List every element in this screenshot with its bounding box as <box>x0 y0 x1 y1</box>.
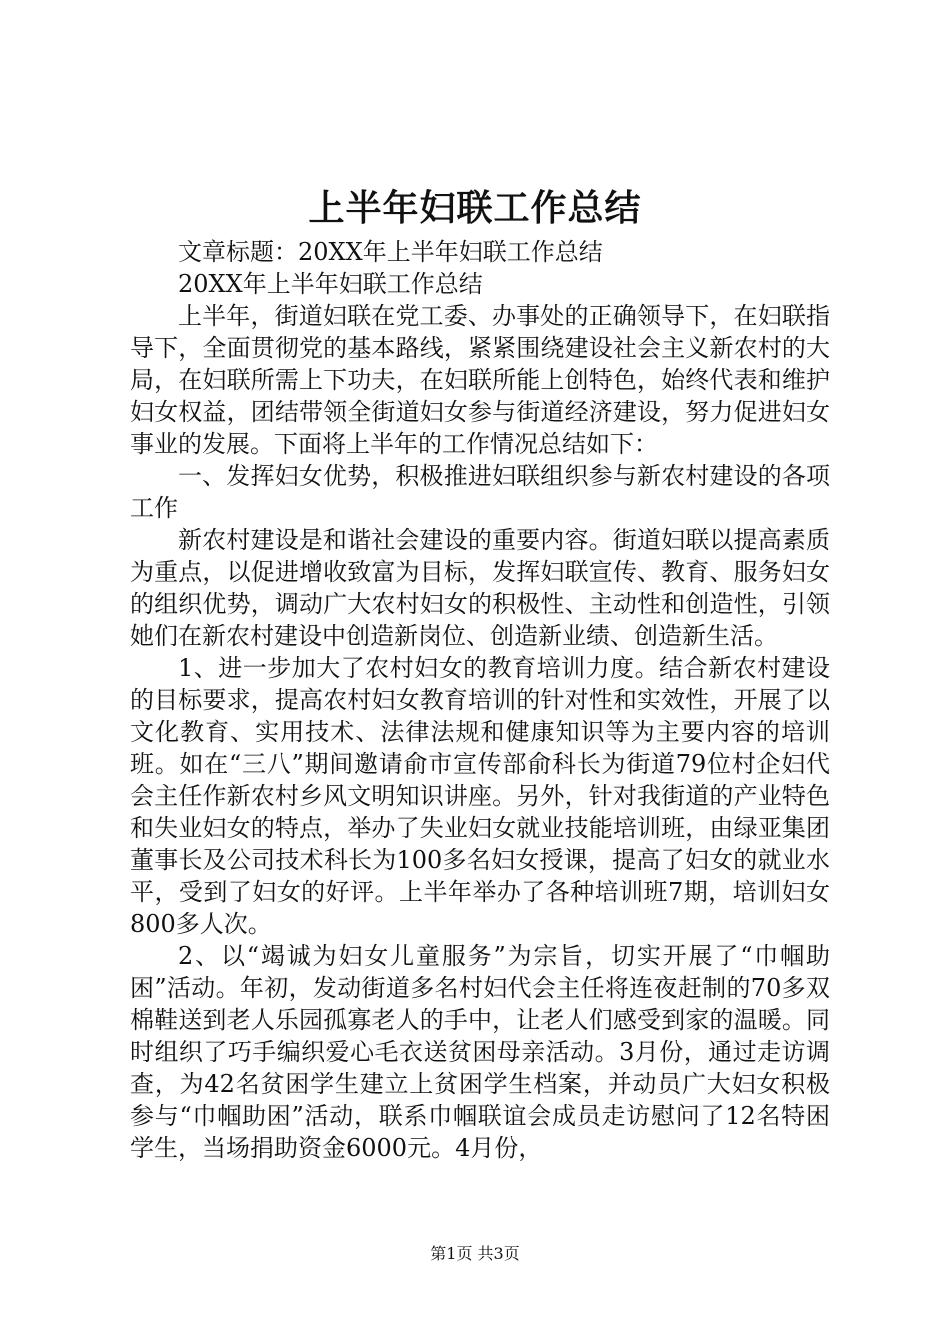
section-heading: 一、发挥妇女优势，积极推进妇联组织参与新农村建设的各项工作 <box>130 462 830 522</box>
document-body <box>130 236 830 1164</box>
intro-paragraph: 上半年，街道妇联在党工委、办事处的正确领导下，在妇联指导下，全面贯彻党的基本路线，紧紧围绕建设社会主义新农村的大局，在妇联所需上下功夫，在妇联所能上创特色，始终代表和维护妇女权益，团结带领全街道妇女参与街道经济建设，努力促进妇女事业的发展。下面将上半年的工作情况总结如下： <box>130 302 830 458</box>
subtitle-line: 20XX年上半年妇联工作总结 <box>178 270 483 298</box>
section-paragraph: 新农村建设是和谐社会建设的重要内容。街道妇联以提高素质为重点，以促进增收致富为目标，发挥妇联宣传、教育、服务妇女的组织优势，调动广大农村妇女的积极性、主动性和创造性，引领她们在新农村建设中创造新岗位、创造新业绩、创造新生活。 <box>130 526 830 650</box>
item-2-paragraph: 2、以“竭诚为妇女儿童服务”为宗旨，切实开展了“巾帼助困”活动。年初，发动街道多名村妇代会主任将连夜赶制的70多双棉鞋送到老人乐园孤寡老人的手中，让老人们感受到家的温暖。同时组织了巧手编织爱心毛衣送贫困母亲活动。3月份，通过走访调查，为42名贫困学生建立上贫困学生档案，并动员广大妇女积极参与“巾帼助困”活动，联系巾帼联谊会成员走访慰问了12名特困学生，当场捐助资金6000元。4月份， <box>130 942 830 1162</box>
article-title-line: 文章标题：20XX年上半年妇联工作总结 <box>178 238 603 266</box>
document-title: 上半年妇联工作总结 <box>308 187 642 229</box>
item-1-paragraph: 1、进一步加大了农村妇女的教育培训力度。结合新农村建设的目标要求，提高农村妇女教育培训的针对性和实效性，开展了以文化教育、实用技术、法律法规和健康知识等为主要内容的培训班。如在“三八”期间邀请俞市宣传部俞科长为街道79位村企妇代会主任作新农村乡风文明知识讲座。另外，针对我街道的产业特色和失业妇女的特点，举办了失业妇女就业技能培训班，由绿亚集团董事长及公司技术科长为100多名妇女授课，提高了妇女的就业水平，受到了妇女的好评。上半年举办了各种培训班7期，培训妇女800多人次。 <box>130 654 830 938</box>
page-footer: 第1页 共3页 <box>430 1244 520 1263</box>
